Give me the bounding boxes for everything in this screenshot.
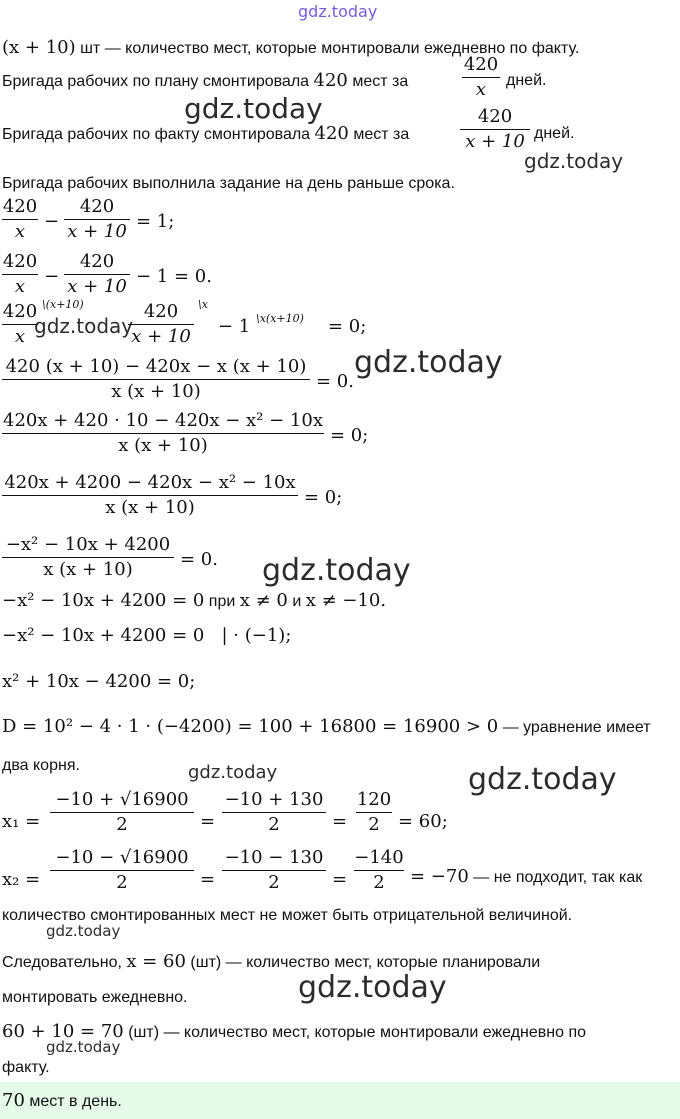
x1-eq-2: =	[332, 811, 348, 832]
line-3-number: 420	[314, 123, 349, 144]
eq8-pri: при	[204, 593, 240, 610]
eq3-fraction-b	[128, 301, 194, 348]
conclusion-text-b: (шт) — количество мест, которые планировали	[185, 954, 541, 971]
fraction-denominator: x (x + 10)	[111, 381, 201, 402]
fraction-numerator: 420x + 420 · 10 − 420x − x² − 10x	[3, 410, 323, 431]
fraction-numerator: 420	[143, 301, 179, 322]
fraction-numerator: −10 − 130	[224, 847, 324, 868]
x2-fraction-1	[50, 847, 194, 894]
line-3-fraction	[460, 106, 530, 153]
watermark: gdz.today	[262, 553, 411, 588]
x2-eq-2: =	[332, 869, 348, 890]
eq1-rest: = 1;	[136, 211, 175, 232]
answer	[2, 1090, 122, 1112]
eq11-math: D = 10² − 4 · 1 · (−4200) = 100 + 16800 = 16900 > 0	[2, 716, 499, 737]
watermark: gdz.today	[184, 92, 323, 125]
fraction-denominator: x (x + 10)	[118, 435, 208, 456]
fraction-numerator: 420 (x + 10) − 420x − x (x + 10)	[5, 356, 307, 377]
fraction-denominator: 2	[116, 814, 128, 835]
eq8-and: и	[287, 593, 306, 610]
fraction-denominator: x + 10	[131, 326, 191, 347]
fraction-numerator: 420	[463, 54, 499, 75]
eq11	[2, 716, 651, 738]
line-2-text: Бригада рабочих по плану смонтировала	[2, 73, 314, 90]
eq2-fraction-a	[2, 251, 38, 298]
answer-text: мест в день.	[24, 1093, 122, 1110]
fraction-numerator: −10 + 130	[224, 789, 324, 810]
conclusion-line-1b: монтировать ежедневно.	[2, 989, 188, 1006]
watermark: gdz.today	[468, 762, 617, 797]
eq8-condition-2: x ≠ −10.	[305, 590, 387, 611]
line-2-fraction	[462, 54, 500, 101]
x2-fraction-3	[354, 847, 404, 894]
fraction-numerator: −10 + √16900	[55, 789, 189, 810]
fraction-numerator: 420x + 4200 − 420x − x² − 10x	[4, 472, 296, 493]
line-4: Бригада рабочих выполнила задание на день раньше срока.	[2, 175, 455, 192]
conclusion-line-1	[2, 951, 540, 973]
line-2-mid: мест за	[347, 73, 409, 90]
eq1-fraction-b	[64, 196, 130, 243]
fraction-denominator: 2	[373, 872, 385, 893]
eq8	[2, 590, 386, 612]
watermark: gdz.today	[188, 762, 278, 783]
conclusion-math: x = 60	[126, 951, 186, 972]
watermark: gdz.today	[524, 149, 624, 173]
fraction-numerator: 420	[79, 196, 115, 217]
eq3-fraction-a	[2, 301, 38, 348]
eq2-fraction-b	[64, 251, 130, 298]
watermark: gdz.today	[34, 314, 134, 338]
eq4-rest: = 0.	[316, 371, 354, 392]
line-3-end: дней.	[534, 125, 575, 142]
x2-eq-1: =	[200, 869, 216, 890]
watermark: gdz.today	[354, 345, 503, 380]
fraction-denominator: x + 10	[67, 221, 127, 242]
fraction-denominator: 2	[368, 814, 380, 835]
x1-label: x₁ =	[2, 811, 41, 832]
fraction-denominator: 2	[268, 872, 280, 893]
eq7-fraction	[2, 534, 174, 581]
eq1-fraction-a	[2, 196, 38, 243]
conclusion-text-2: (шт) — количество мест, которые монтировали ежедневно по	[123, 1024, 587, 1041]
fraction-numerator: 420	[2, 251, 38, 272]
fraction-denominator: x (x + 10)	[105, 497, 195, 518]
eq3-a-multiplier: \(x+10)	[42, 298, 84, 311]
watermark-top: gdz.today	[298, 2, 378, 21]
x1-fraction-1	[50, 789, 194, 836]
fraction-numerator: 420	[79, 251, 115, 272]
fraction-denominator: x + 10	[465, 131, 525, 152]
eq3-rest: = 0;	[328, 316, 367, 337]
fraction-numerator: 420	[477, 106, 513, 127]
fraction-denominator: 2	[116, 872, 128, 893]
eq11-text-2: два корня.	[2, 757, 80, 774]
fraction-denominator: x	[14, 276, 26, 297]
fraction-numerator: −10 − √16900	[55, 847, 189, 868]
eq7-rest: = 0.	[180, 549, 218, 570]
eq3-one: − 1	[218, 316, 251, 337]
eq5-rest: = 0;	[330, 425, 369, 446]
x2-end	[410, 866, 642, 888]
conclusion-line-2b: факту.	[2, 1059, 50, 1076]
x1-fraction-2	[222, 789, 326, 836]
eq10: x² + 10x − 4200 = 0;	[2, 671, 196, 692]
eq2-minus: −	[44, 266, 60, 287]
x2-text-2: количество смонтированных мест не может быть отрицательной величиной.	[2, 907, 573, 924]
fraction-denominator: x + 10	[67, 276, 127, 297]
x2-label: x₂ =	[2, 869, 41, 890]
eq1-minus: −	[44, 211, 60, 232]
eq9: −x² − 10x + 4200 = 0 | · (−1);	[2, 625, 292, 646]
conclusion-math-2: 60 + 10 = 70	[2, 1021, 124, 1042]
watermark: gdz.today	[46, 922, 121, 940]
x2-text: — не подходит, так как	[468, 869, 643, 886]
x1-end: = 60;	[398, 811, 448, 832]
fraction-denominator: x (x + 10)	[43, 559, 133, 580]
x1-fraction-3	[356, 789, 392, 836]
x1-eq-1: =	[200, 811, 216, 832]
eq6-rest: = 0;	[304, 487, 343, 508]
eq4-fraction	[2, 356, 310, 403]
line-1-math: (x + 10)	[2, 37, 76, 58]
eq6-fraction	[2, 472, 298, 519]
line-3-mid: мест за	[348, 126, 410, 143]
eq3-b-multiplier: \x	[198, 298, 208, 311]
fraction-denominator: 2	[268, 814, 280, 835]
line-2-end: дней.	[506, 72, 547, 89]
line-1-text: шт — количество мест, которые монтировали ежедневно по факту.	[75, 40, 580, 57]
line-2	[2, 71, 408, 92]
fraction-numerator: −x² − 10x + 4200	[5, 534, 171, 555]
line-2-number: 420	[313, 70, 348, 91]
x2-end-math: = −70	[410, 866, 469, 887]
fraction-numerator: 120	[356, 789, 392, 810]
eq2-rest: − 1 = 0.	[136, 266, 212, 287]
line-3	[2, 124, 409, 145]
answer-number: 70	[2, 1090, 25, 1111]
fraction-numerator: 420	[2, 301, 38, 322]
eq3-one-multiplier: \x(x+10)	[256, 312, 304, 325]
x2-fraction-2	[222, 847, 326, 894]
conclusion-text-a: Следовательно,	[2, 954, 127, 971]
eq8-condition-1: x ≠ 0	[239, 590, 288, 611]
eq8-math: −x² − 10x + 4200 = 0	[2, 590, 205, 611]
fraction-numerator: −140	[354, 847, 404, 868]
line-3-text: Бригада рабочих по факту смонтировала	[2, 126, 315, 143]
eq11-text: — уравнение имеет	[498, 719, 651, 736]
fraction-denominator: x	[14, 221, 26, 242]
fraction-numerator: 420	[2, 196, 38, 217]
fraction-denominator: x	[475, 79, 487, 100]
watermark: gdz.today	[46, 1038, 121, 1056]
fraction-denominator: x	[14, 326, 26, 347]
watermark: gdz.today	[298, 970, 447, 1005]
eq5-fraction	[2, 410, 324, 457]
